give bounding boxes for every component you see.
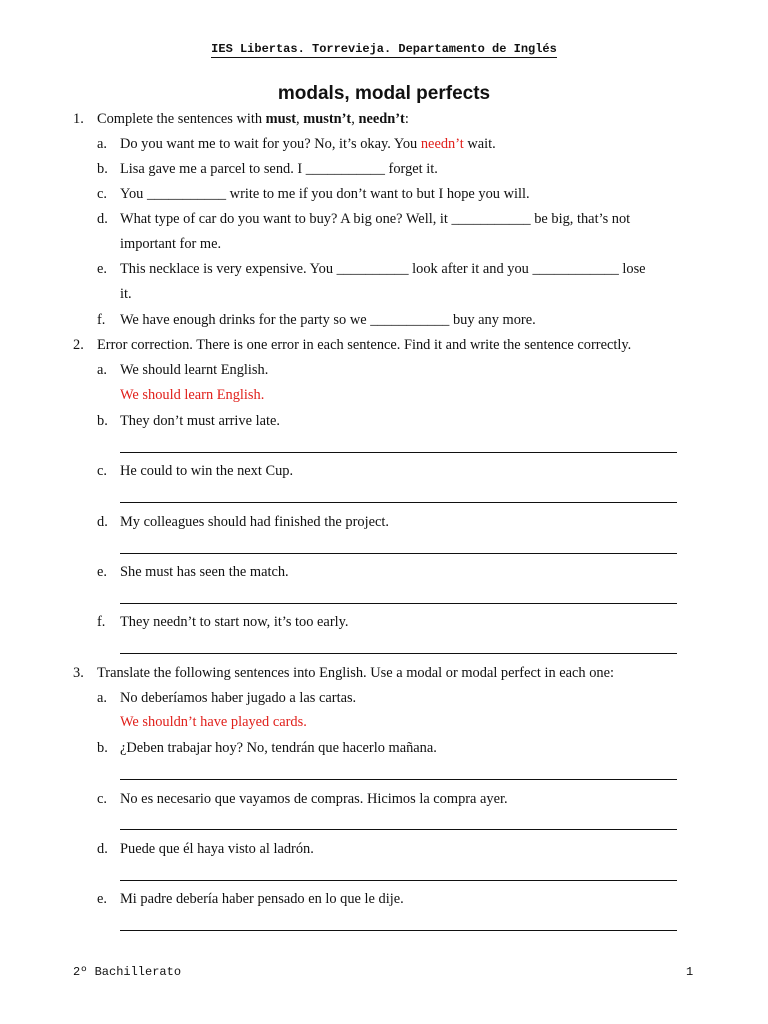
item-text: Mi padre debería haber pensado en lo que le dije. <box>120 891 404 907</box>
answer-line[interactable] <box>120 779 677 780</box>
item-letter: b. <box>97 740 108 756</box>
item-letter: a. <box>97 690 107 706</box>
item-text: Lisa gave me a parcel to send. I ___________ forget it. <box>120 161 438 177</box>
item-text: What type of car do you want to buy? A big one? Well, it ___________ be big, that’s not <box>120 211 631 227</box>
ex3-intro: Translate the following sentences into English. Use a modal or modal perfect in each one: <box>97 665 614 681</box>
item-text: ¿Deben trabajar hoy? No, tendrán que hacerlo mañana. <box>120 740 437 756</box>
item-text: No deberíamos haber jugado a las cartas. <box>120 690 357 706</box>
ex2-intro: Error correction. There is one error in each sentence. Find it and write the sentence correctly. <box>97 337 632 353</box>
ex1-intro-prefix: Complete the sentences with <box>97 111 266 127</box>
answer-line[interactable] <box>120 930 677 931</box>
ex1-separator: , <box>351 111 359 127</box>
ex1-intro <box>97 110 409 128</box>
item-text: We should learnt English. <box>120 362 269 378</box>
ex1-intro-suffix: : <box>404 111 409 127</box>
item-letter: f. <box>97 614 106 630</box>
item-letter: c. <box>97 463 107 479</box>
answer-line[interactable] <box>120 502 677 503</box>
item-text: They don’t must arrive late. <box>120 413 280 429</box>
keyword-mustnt: mustn’t <box>303 111 352 127</box>
item-text: important for me. <box>120 236 222 252</box>
item-letter: e. <box>97 564 107 580</box>
item-text: You ___________ write to me if you don’t want to but I hope you will. <box>120 186 530 202</box>
item-letter: e. <box>97 261 107 277</box>
answer-line[interactable] <box>120 452 677 453</box>
ex2-number: 2. <box>73 337 84 353</box>
item-text <box>120 135 496 153</box>
item-text: We have enough drinks for the party so we ___________ buy any more. <box>120 312 536 328</box>
example-answer: We shouldn’t have played cards. <box>120 714 307 730</box>
item-letter: d. <box>97 211 108 227</box>
item-letter: a. <box>97 136 107 152</box>
ex3-number: 3. <box>73 665 84 681</box>
answer-line[interactable] <box>120 553 677 554</box>
answer-line[interactable] <box>120 603 677 604</box>
item-text: He could to win the next Cup. <box>120 463 294 479</box>
example-answer: needn’t <box>420 136 464 152</box>
footer-course: 2º Bachillerato <box>73 965 182 979</box>
page-header <box>0 42 768 56</box>
item-text: This necklace is very expensive. You __________ look after it and you ____________ lose <box>120 261 646 277</box>
item-letter: c. <box>97 186 107 202</box>
item-letter: d. <box>97 841 108 857</box>
item-letter: b. <box>97 161 108 177</box>
ex1-separator: , <box>296 111 304 127</box>
item-letter: c. <box>97 791 107 807</box>
worksheet-title: modals, modal perfects <box>277 83 491 104</box>
item-letter: d. <box>97 514 108 530</box>
item-text: No es necesario que vayamos de compras. Hicimos la compra ayer. <box>120 791 508 807</box>
item-letter: f. <box>97 312 106 328</box>
item-letter: a. <box>97 362 107 378</box>
institution-heading: IES Libertas. Torrevieja. Departamento de Inglés <box>211 42 557 56</box>
item-text-after: wait. <box>463 136 496 152</box>
footer-page-number: 1 <box>686 965 694 979</box>
item-letter: e. <box>97 891 107 907</box>
item-text: She must has seen the match. <box>120 564 289 580</box>
item-text: My colleagues should had finished the project. <box>120 514 389 530</box>
item-text: They needn’t to start now, it’s too early. <box>120 614 349 630</box>
keyword-neednt: needn’t <box>358 111 405 127</box>
example-answer: We should learn English. <box>120 387 265 403</box>
item-text: it. <box>120 286 132 302</box>
ex1-number: 1. <box>73 111 84 127</box>
keyword-must: must <box>265 111 297 127</box>
item-text: Puede que él haya visto al ladrón. <box>120 841 314 857</box>
answer-line[interactable] <box>120 829 677 830</box>
answer-line[interactable] <box>120 653 677 654</box>
item-letter: b. <box>97 413 108 429</box>
item-text-before: Do you want me to wait for you? No, it’s okay. You <box>120 136 421 152</box>
answer-line[interactable] <box>120 880 677 881</box>
